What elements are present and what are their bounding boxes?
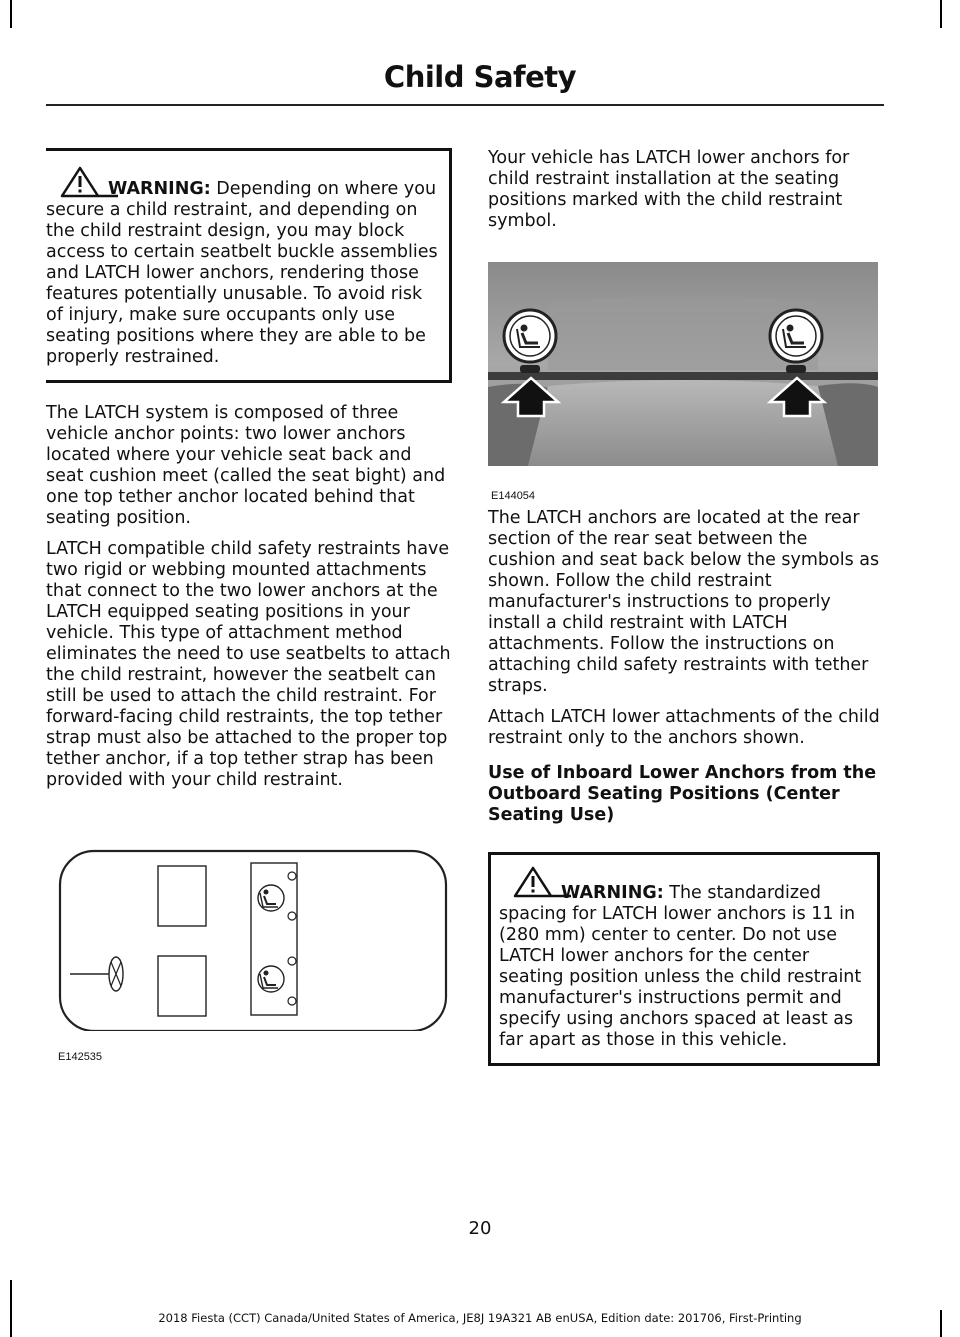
page-footer: 2018 Fiesta (CCT) Canada/United States of America, JE8J 19A321 AB enUSA, Edition date: 201706, First-Printing [158, 1311, 802, 1325]
latch-location-paragraph: The LATCH anchors are located at the rear section of the rear seat between the cushion and seat back below the symbols as shown. Follow the child restraint manufacturer's instructions to properly install a child restraint with LATCH attachments. Follow the instructions on attaching child safety restraints with tether straps. [488, 508, 880, 696]
warning-label: WARNING: [108, 179, 211, 199]
crop-mark [940, 0, 942, 28]
page-title: Child Safety [383, 60, 577, 94]
latch-system-paragraph: The LATCH system is composed of three vehicle anchor points: two lower anchors located where your vehicle seat back and seat cushion meet (called the seat bight) and one top tether anchor located behind that seating position. [46, 403, 446, 528]
figure-label: E142535 [58, 1051, 103, 1063]
crop-mark [10, 0, 12, 28]
left-column [46, 148, 452, 1063]
child-seat-symbol-icon [770, 310, 822, 362]
warning-box [488, 852, 880, 1066]
warning-icon [58, 165, 118, 205]
section-heading: Use of Inboard Lower Anchors from the Outboard Seating Positions (Center Seating Use) [488, 763, 877, 825]
warning-text: Depending on where you secure a child restraint, and depending on the child restraint design, you may block access to certain seatbelt buckle assemblies and LATCH lower anchors, rendering those features potentially unusable. To avoid risk of injury, make sure occupants only use seating positions where they are able to be properly restrained. [46, 179, 438, 367]
crop-mark [10, 1280, 12, 1337]
warning-box [46, 148, 452, 383]
warning-text: The standardized spacing for LATCH lower anchors is 11 in (280 mm) center to center. Do not use LATCH lower anchors for the center seating position unless the child restraint manufacturer's instructions permit and specify using anchors spaced at least as far apart as those in this vehicle. [499, 883, 862, 1050]
right-column [488, 148, 880, 1066]
warning-label: WARNING: [561, 883, 664, 903]
child-seat-icon [258, 885, 284, 911]
latch-seat-diagram [46, 841, 452, 1031]
rear-seat-photo-figure [488, 262, 880, 502]
figure-label: E144054 [491, 490, 536, 502]
latch-anchors-intro: Your vehicle has LATCH lower anchors for child restraint installation at the seating positions marked with the child restraint symbol. [488, 148, 850, 231]
latch-diagram-figure [46, 841, 452, 1063]
rear-seat-photo [488, 262, 878, 466]
latch-compatible-paragraph: LATCH compatible child safety restraints have two rigid or webbing mounted attachments that connect to the two lower anchors at the LATCH equipped seating positions in your vehicle. This type of attachment method eliminates the need to use seatbelts to attach the child restraint, however the seatbelt can still be used to attach the child restraint. For forward-facing child restraints, the top tether strap must also be attached to the proper top tether anchor, if a top tether strap has been provided with your child restraint. [46, 539, 451, 790]
header-divider [46, 104, 884, 106]
latch-attach-paragraph: Attach LATCH lower attachments of the child restraint only to the anchors shown. [488, 707, 880, 748]
warning-icon [511, 865, 571, 905]
page-number: 20 [468, 1218, 492, 1239]
child-seat-icon [258, 966, 284, 992]
child-seat-symbol-icon [504, 310, 556, 362]
